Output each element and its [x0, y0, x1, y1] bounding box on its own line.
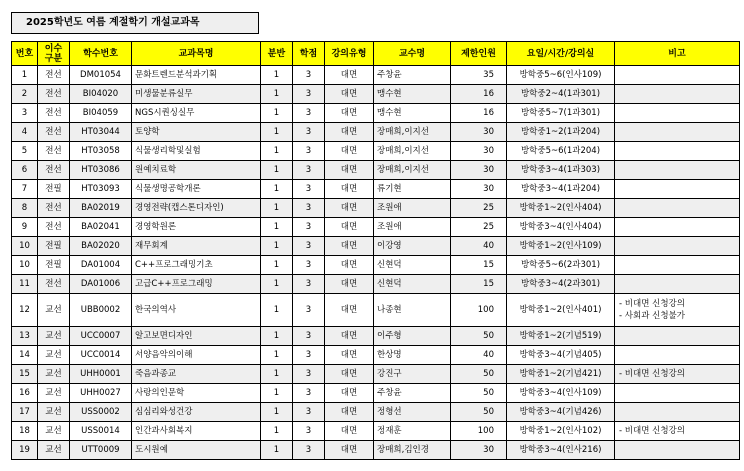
table-row [12, 365, 740, 384]
cell-code: UHH0001 [70, 365, 132, 384]
cell-no: 3 [12, 104, 38, 123]
cell-section: 1 [261, 365, 293, 384]
cell-credit: 3 [293, 327, 325, 346]
cell-code: HT03086 [70, 161, 132, 180]
cell-course-name: 경영학원론 [132, 218, 261, 237]
cell-credit: 3 [293, 85, 325, 104]
cell-course-name: 심심리와성건강 [132, 403, 261, 422]
cell-code: UTT0009 [70, 441, 132, 460]
cell-section: 1 [261, 327, 293, 346]
cell-notes [615, 275, 740, 294]
cell-code: BI04059 [70, 104, 132, 123]
table-row [12, 85, 740, 104]
cell-section: 1 [261, 384, 293, 403]
cell-section: 1 [261, 346, 293, 365]
note-line: - 비대면 신청강의 [619, 369, 685, 379]
cell-professor: 장매희,이지선 [374, 161, 451, 180]
cell-schedule: 방학중3~4(1과204) [507, 180, 615, 199]
cell-no: 17 [12, 403, 38, 422]
cell-mode: 대면 [325, 199, 374, 218]
cell-limit: 35 [451, 66, 507, 85]
cell-no: 2 [12, 85, 38, 104]
cell-schedule: 방학중2~4(1과301) [507, 85, 615, 104]
cell-course-name: 재무회계 [132, 237, 261, 256]
cell-credit: 3 [293, 403, 325, 422]
cell-professor: 정형선 [374, 403, 451, 422]
cell-notes [615, 327, 740, 346]
cell-schedule: 방학중5~6(1과204) [507, 142, 615, 161]
cell-course-name: 미생물분류실무 [132, 85, 261, 104]
cell-type: 전선 [38, 66, 70, 85]
cell-no: 10 [12, 237, 38, 256]
cell-mode: 대면 [325, 256, 374, 275]
cell-type: 전필 [38, 237, 70, 256]
cell-no: 13 [12, 327, 38, 346]
cell-code: BA02019 [70, 199, 132, 218]
cell-notes [615, 384, 740, 403]
cell-credit: 3 [293, 123, 325, 142]
cell-section: 1 [261, 199, 293, 218]
course-table [11, 41, 740, 460]
cell-type: 전선 [38, 123, 70, 142]
cell-no: 10 [12, 256, 38, 275]
cell-credit: 3 [293, 422, 325, 441]
table-row [12, 384, 740, 403]
cell-section: 1 [261, 218, 293, 237]
cell-type: 교선 [38, 422, 70, 441]
cell-limit: 15 [451, 275, 507, 294]
cell-course-name: 죽음과종교 [132, 365, 261, 384]
cell-code: UHH0027 [70, 384, 132, 403]
cell-credit: 3 [293, 346, 325, 365]
header-code: 학수번호 [70, 42, 132, 66]
cell-professor: 맹수현 [374, 104, 451, 123]
cell-code: DA01006 [70, 275, 132, 294]
table-row [12, 180, 740, 199]
cell-schedule: 방학중5~6(2과301) [507, 256, 615, 275]
cell-notes [615, 294, 740, 327]
cell-type: 교선 [38, 384, 70, 403]
cell-notes [615, 85, 740, 104]
cell-credit: 3 [293, 441, 325, 460]
page-title: 2025학년도 여름 계절학기 개설교과목 [11, 12, 259, 34]
cell-course-name: 도시원예 [132, 441, 261, 460]
cell-professor: 주창윤 [374, 384, 451, 403]
cell-mode: 대면 [325, 180, 374, 199]
cell-professor: 장매희,이지선 [374, 123, 451, 142]
cell-no: 19 [12, 441, 38, 460]
cell-course-name: 토양학 [132, 123, 261, 142]
cell-schedule: 방학중1~2(인사404) [507, 199, 615, 218]
cell-notes [615, 66, 740, 85]
cell-mode: 대면 [325, 384, 374, 403]
cell-professor: 장매희,이지선 [374, 142, 451, 161]
cell-notes [615, 346, 740, 365]
cell-no: 6 [12, 161, 38, 180]
table-row [12, 199, 740, 218]
cell-professor: 조원애 [374, 218, 451, 237]
cell-notes [615, 441, 740, 460]
table-row [12, 218, 740, 237]
cell-notes [615, 365, 740, 384]
cell-professor: 나종현 [374, 294, 451, 327]
cell-mode: 대면 [325, 104, 374, 123]
cell-professor: 맹수현 [374, 85, 451, 104]
cell-code: UCC0007 [70, 327, 132, 346]
cell-type: 교선 [38, 327, 70, 346]
cell-section: 1 [261, 237, 293, 256]
cell-notes [615, 123, 740, 142]
table-row [12, 161, 740, 180]
cell-schedule: 방학중1~2(1과204) [507, 123, 615, 142]
cell-mode: 대면 [325, 218, 374, 237]
cell-credit: 3 [293, 66, 325, 85]
header-name: 교과목명 [132, 42, 261, 66]
cell-mode: 대면 [325, 294, 374, 327]
cell-course-name: 식물생리학및실험 [132, 142, 261, 161]
cell-limit: 50 [451, 384, 507, 403]
cell-schedule: 방학중3~4(인사109) [507, 384, 615, 403]
cell-code: BI04020 [70, 85, 132, 104]
table-row [12, 403, 740, 422]
note-line: - 비대면 신청강의 [619, 426, 685, 436]
cell-mode: 대면 [325, 327, 374, 346]
cell-no: 7 [12, 180, 38, 199]
cell-section: 1 [261, 104, 293, 123]
cell-schedule: 방학중1~2(인사401) [507, 294, 615, 327]
cell-credit: 3 [293, 365, 325, 384]
cell-limit: 100 [451, 294, 507, 327]
cell-type: 전필 [38, 180, 70, 199]
cell-credit: 3 [293, 218, 325, 237]
header-notes: 비고 [615, 42, 740, 66]
cell-professor: 한상명 [374, 346, 451, 365]
table-row [12, 327, 740, 346]
header-credit: 학점 [293, 42, 325, 66]
cell-course-name: 경영전략(캡스톤디자인) [132, 199, 261, 218]
cell-section: 1 [261, 422, 293, 441]
cell-limit: 25 [451, 199, 507, 218]
header-limit: 제한인원 [451, 42, 507, 66]
cell-professor: 이주형 [374, 327, 451, 346]
table-row [12, 346, 740, 365]
cell-code: HT03058 [70, 142, 132, 161]
cell-limit: 40 [451, 346, 507, 365]
cell-section: 1 [261, 256, 293, 275]
cell-section: 1 [261, 180, 293, 199]
cell-course-name: C++프로그래밍기초 [132, 256, 261, 275]
cell-notes [615, 256, 740, 275]
cell-no: 1 [12, 66, 38, 85]
cell-professor: 정재훈 [374, 422, 451, 441]
cell-schedule: 방학중3~4(기념405) [507, 346, 615, 365]
table-row [12, 66, 740, 85]
cell-limit: 30 [451, 142, 507, 161]
cell-limit: 30 [451, 441, 507, 460]
cell-schedule: 방학중1~2(인사109) [507, 237, 615, 256]
cell-professor: 이강영 [374, 237, 451, 256]
cell-credit: 3 [293, 199, 325, 218]
cell-type: 교선 [38, 294, 70, 327]
cell-course-name: NGS시퀀싱실무 [132, 104, 261, 123]
note-line: - 비대면 신청강의 [619, 299, 685, 309]
cell-mode: 대면 [325, 142, 374, 161]
table-row [12, 275, 740, 294]
cell-no: 16 [12, 384, 38, 403]
cell-section: 1 [261, 123, 293, 142]
cell-mode: 대면 [325, 365, 374, 384]
table-row [12, 104, 740, 123]
cell-professor: 신현덕 [374, 275, 451, 294]
cell-no: 8 [12, 199, 38, 218]
cell-code: DA01004 [70, 256, 132, 275]
cell-type: 전선 [38, 199, 70, 218]
cell-course-name: 한국의역사 [132, 294, 261, 327]
cell-no: 12 [12, 294, 38, 327]
table-row [12, 123, 740, 142]
cell-section: 1 [261, 294, 293, 327]
cell-code: UCC0014 [70, 346, 132, 365]
cell-type: 교선 [38, 403, 70, 422]
cell-type: 전선 [38, 275, 70, 294]
header-type: 이수 구분 [38, 42, 70, 66]
cell-mode: 대면 [325, 422, 374, 441]
cell-type: 교선 [38, 365, 70, 384]
cell-no: 9 [12, 218, 38, 237]
cell-limit: 15 [451, 256, 507, 275]
header-prof: 교수명 [374, 42, 451, 66]
cell-notes [615, 104, 740, 123]
cell-type: 전선 [38, 218, 70, 237]
cell-credit: 3 [293, 384, 325, 403]
cell-limit: 30 [451, 161, 507, 180]
table-row [12, 142, 740, 161]
cell-code: UBB0002 [70, 294, 132, 327]
cell-credit: 3 [293, 294, 325, 327]
cell-professor: 강진구 [374, 365, 451, 384]
cell-code: HT03093 [70, 180, 132, 199]
cell-section: 1 [261, 161, 293, 180]
cell-code: BA02041 [70, 218, 132, 237]
cell-credit: 3 [293, 256, 325, 275]
cell-course-name: 원예치료학 [132, 161, 261, 180]
cell-course-name: 사랑의인문학 [132, 384, 261, 403]
table-row [12, 441, 740, 460]
cell-credit: 3 [293, 142, 325, 161]
cell-limit: 16 [451, 104, 507, 123]
cell-no: 4 [12, 123, 38, 142]
cell-section: 1 [261, 403, 293, 422]
cell-credit: 3 [293, 161, 325, 180]
cell-code: USS0002 [70, 403, 132, 422]
cell-type: 전필 [38, 256, 70, 275]
cell-mode: 대면 [325, 85, 374, 104]
cell-notes [615, 218, 740, 237]
cell-schedule: 방학중1~2(인사102) [507, 422, 615, 441]
cell-course-name: 인간과사회복지 [132, 422, 261, 441]
cell-no: 15 [12, 365, 38, 384]
cell-code: USS0014 [70, 422, 132, 441]
header-time: 요일/시간/강의실 [507, 42, 615, 66]
cell-schedule: 방학중5~7(1과301) [507, 104, 615, 123]
cell-professor: 류기현 [374, 180, 451, 199]
cell-code: DM01054 [70, 66, 132, 85]
cell-section: 1 [261, 66, 293, 85]
cell-notes [615, 403, 740, 422]
cell-section: 1 [261, 275, 293, 294]
cell-section: 1 [261, 441, 293, 460]
cell-no: 18 [12, 422, 38, 441]
cell-course-name: 서양음악의이해 [132, 346, 261, 365]
cell-limit: 50 [451, 403, 507, 422]
cell-notes [615, 199, 740, 218]
cell-mode: 대면 [325, 123, 374, 142]
cell-mode: 대면 [325, 346, 374, 365]
cell-schedule: 방학중5~6(인사109) [507, 66, 615, 85]
note-line: - 사회과 신청불가 [619, 311, 685, 321]
cell-credit: 3 [293, 237, 325, 256]
cell-code: BA02020 [70, 237, 132, 256]
cell-section: 1 [261, 85, 293, 104]
cell-no: 5 [12, 142, 38, 161]
cell-course-name: 문화트렌드분석과기획 [132, 66, 261, 85]
cell-credit: 3 [293, 104, 325, 123]
cell-notes [615, 422, 740, 441]
cell-schedule: 방학중3~4(2과301) [507, 275, 615, 294]
cell-limit: 50 [451, 365, 507, 384]
cell-course-name: 알고보면디자인 [132, 327, 261, 346]
cell-no: 14 [12, 346, 38, 365]
cell-schedule: 방학중1~2(기념421) [507, 365, 615, 384]
cell-mode: 대면 [325, 237, 374, 256]
cell-type: 전선 [38, 104, 70, 123]
cell-limit: 100 [451, 422, 507, 441]
cell-notes [615, 180, 740, 199]
cell-professor: 신현덕 [374, 256, 451, 275]
cell-limit: 16 [451, 85, 507, 104]
cell-limit: 50 [451, 327, 507, 346]
cell-professor: 장매희,김인경 [374, 441, 451, 460]
cell-schedule: 방학중3~4(1과303) [507, 161, 615, 180]
cell-section: 1 [261, 142, 293, 161]
cell-notes [615, 161, 740, 180]
table-row [12, 422, 740, 441]
cell-type: 교선 [38, 346, 70, 365]
cell-type: 교선 [38, 441, 70, 460]
cell-type: 전선 [38, 161, 70, 180]
header-no: 번호 [12, 42, 38, 66]
cell-limit: 30 [451, 123, 507, 142]
header-section: 분반 [261, 42, 293, 66]
cell-course-name: 식물생명공학개론 [132, 180, 261, 199]
header-mode: 강의유형 [325, 42, 374, 66]
cell-course-name: 고급C++프로그래밍 [132, 275, 261, 294]
table-row [12, 237, 740, 256]
cell-notes [615, 237, 740, 256]
cell-notes [615, 142, 740, 161]
table-row [12, 256, 740, 275]
cell-professor: 조원애 [374, 199, 451, 218]
table-row [12, 294, 740, 327]
cell-code: HT03044 [70, 123, 132, 142]
cell-schedule: 방학중3~4(인사404) [507, 218, 615, 237]
header-row [12, 42, 740, 66]
cell-mode: 대면 [325, 275, 374, 294]
cell-professor: 주창윤 [374, 66, 451, 85]
cell-no: 11 [12, 275, 38, 294]
cell-type: 전선 [38, 85, 70, 104]
cell-schedule: 방학중3~4(기념426) [507, 403, 615, 422]
cell-mode: 대면 [325, 403, 374, 422]
cell-mode: 대면 [325, 161, 374, 180]
cell-credit: 3 [293, 180, 325, 199]
cell-schedule: 방학중3~4(인사216) [507, 441, 615, 460]
cell-mode: 대면 [325, 441, 374, 460]
cell-schedule: 방학중1~2(기념519) [507, 327, 615, 346]
cell-limit: 25 [451, 218, 507, 237]
cell-limit: 30 [451, 180, 507, 199]
cell-credit: 3 [293, 275, 325, 294]
cell-mode: 대면 [325, 66, 374, 85]
cell-limit: 40 [451, 237, 507, 256]
cell-type: 전선 [38, 142, 70, 161]
